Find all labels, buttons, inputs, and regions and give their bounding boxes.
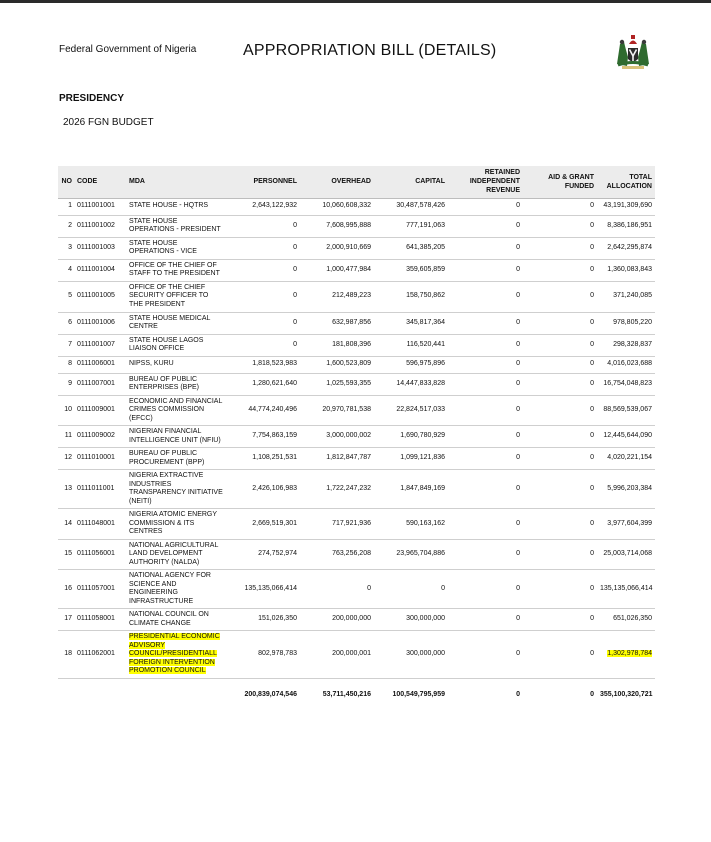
row-overhead: 212,489,223 — [332, 292, 371, 300]
row-aid: 0 — [590, 454, 594, 462]
row-mda: STATE HOUSE OPERATIONS - PRESIDENT — [129, 217, 221, 233]
row-mda: ECONOMIC AND FINANCIAL CRIMES COMMISSION (EFCC) — [129, 397, 223, 422]
total-personnel: 200,839,074,546 — [244, 691, 297, 699]
row-no: 14 — [64, 519, 72, 527]
row-personnel: 2,426,106,983 — [252, 484, 297, 492]
row-overhead: 10,060,608,332 — [322, 202, 371, 210]
row-retained: 0 — [516, 615, 520, 623]
table-row — [58, 356, 655, 373]
row-personnel: 0 — [293, 340, 297, 348]
row-aid: 0 — [590, 340, 594, 348]
row-no: 12 — [64, 454, 72, 462]
row-overhead: 3,000,000,002 — [326, 432, 371, 440]
row-code: 0111001006 — [77, 318, 115, 326]
row-code: 0111058001 — [77, 615, 115, 623]
table-row — [58, 609, 655, 631]
row-code: 0111048001 — [77, 519, 115, 527]
col-header-aid: AID & GRANT FUNDED — [523, 166, 597, 198]
row-no: 8 — [68, 360, 72, 368]
row-code: 0111001001 — [77, 202, 115, 210]
row-overhead: 1,722,247,232 — [326, 484, 371, 492]
row-no: 17 — [64, 615, 72, 623]
row-code: 0111006001 — [77, 360, 115, 368]
row-overhead: 763,256,208 — [332, 550, 371, 557]
row-code: 0111056001 — [77, 550, 115, 557]
row-retained: 0 — [516, 406, 520, 413]
table-header-row — [58, 166, 655, 198]
row-overhead: 200,000,001 — [332, 650, 371, 657]
row-no: 11 — [64, 432, 72, 440]
row-personnel: 135,135,066,414 — [244, 584, 297, 592]
row-personnel: 0 — [293, 221, 297, 229]
row-retained: 0 — [516, 550, 520, 557]
row-overhead: 1,025,593,355 — [326, 379, 371, 387]
row-capital: 300,000,000 — [406, 615, 445, 623]
row-capital: 30,487,578,426 — [396, 202, 445, 210]
row-retained: 0 — [516, 318, 520, 326]
col-header-overhead: OVERHEAD — [300, 166, 374, 198]
row-capital: 22,824,517,033 — [396, 406, 445, 413]
row-overhead: 0 — [367, 584, 371, 592]
row-code: 0111001004 — [77, 265, 115, 273]
row-personnel: 7,754,863,159 — [252, 432, 297, 440]
row-retained: 0 — [516, 292, 520, 300]
row-code: 0111007001 — [77, 379, 115, 387]
row-personnel: 0 — [293, 265, 297, 273]
total-retained: 0 — [516, 691, 520, 699]
row-mda: NATIONAL COUNCIL ON CLIMATE CHANGE — [129, 611, 209, 627]
row-aid: 0 — [590, 406, 594, 413]
row-personnel: 44,774,240,496 — [248, 406, 297, 413]
row-aid: 0 — [590, 519, 594, 527]
row-mda: PRESIDENTIAL ECONOMIC ADVISORY COUNCIL/PRESIDENTIALL FOREIGN INTERVENTION PROMOTION COUNCIL — [129, 633, 220, 674]
col-header-retained: RETAINED INDEPENDENT REVENUE — [448, 166, 523, 198]
row-no: 15 — [64, 550, 72, 557]
table-row — [58, 259, 655, 281]
row-total: 8,386,186,951 — [607, 221, 652, 229]
section-title: PRESIDENCY — [59, 93, 125, 104]
org-name: Federal Government of Nigeria — [59, 44, 197, 55]
row-capital: 590,163,162 — [406, 519, 445, 527]
row-aid: 0 — [590, 432, 594, 440]
row-mda: STATE HOUSE MEDICAL CENTRE — [129, 314, 211, 330]
row-code: 0111001007 — [77, 340, 115, 348]
row-code: 0111011001 — [77, 484, 115, 492]
row-aid: 0 — [590, 265, 594, 273]
row-mda: STATE HOUSE - HQTRS — [129, 202, 209, 210]
row-total: 25,003,714,068 — [603, 550, 652, 557]
row-capital: 359,605,859 — [406, 265, 445, 273]
row-code: 0111009002 — [77, 432, 115, 440]
table-row — [58, 631, 655, 679]
row-retained: 0 — [516, 265, 520, 273]
table-row — [58, 281, 655, 312]
col-header-total: TOTAL ALLOCATION — [597, 166, 655, 198]
row-capital: 1,847,849,169 — [400, 484, 445, 492]
row-personnel: 1,818,523,983 — [252, 360, 297, 368]
row-overhead: 20,970,781,538 — [322, 406, 371, 413]
row-total: 88,569,539,067 — [603, 406, 652, 413]
row-retained: 0 — [516, 432, 520, 440]
table-row — [58, 570, 655, 609]
row-total: 2,642,295,874 — [607, 243, 652, 251]
row-total: 371,240,085 — [613, 292, 652, 300]
row-aid: 0 — [590, 360, 594, 368]
row-capital: 0 — [441, 584, 445, 592]
row-no: 7 — [68, 340, 72, 348]
table-row — [58, 539, 655, 570]
row-mda: NIGERIAN FINANCIAL INTELLIGENCE UNIT (NFIU) — [129, 428, 221, 444]
row-aid: 0 — [590, 650, 594, 657]
row-retained: 0 — [516, 584, 520, 592]
budget-subtitle: 2026 FGN BUDGET — [63, 117, 154, 128]
row-total: 4,020,221,154 — [607, 454, 652, 462]
col-header-personnel: PERSONNEL — [226, 166, 300, 198]
row-capital: 345,817,364 — [406, 318, 445, 326]
row-total: 3,977,604,399 — [607, 519, 652, 527]
row-overhead: 717,921,936 — [332, 519, 371, 527]
row-total: 978,805,220 — [613, 318, 652, 326]
row-total: 1,360,083,843 — [607, 265, 652, 273]
row-no: 9 — [68, 379, 72, 387]
row-retained: 0 — [516, 519, 520, 527]
table-row — [58, 448, 655, 470]
row-overhead: 1,600,523,809 — [326, 360, 371, 368]
row-personnel: 151,026,350 — [258, 615, 297, 623]
row-no: 18 — [64, 650, 72, 657]
row-total: 12,445,644,090 — [603, 432, 652, 440]
col-header-no: NO — [58, 166, 74, 198]
table-row — [58, 198, 655, 215]
total-overhead: 53,711,450,216 — [322, 691, 371, 699]
row-overhead: 181,808,396 — [332, 340, 371, 348]
table-row — [58, 237, 655, 259]
row-mda: NIGERIA EXTRACTIVE INDUSTRIES TRANSPARENCY INITIATIVE (NEITI) — [129, 472, 223, 505]
table-row — [58, 312, 655, 334]
table-row — [58, 426, 655, 448]
row-code: 0111009001 — [77, 406, 115, 413]
row-aid: 0 — [590, 292, 594, 300]
row-no: 1 — [68, 202, 72, 210]
row-mda: BUREAU OF PUBLIC ENTERPRISES (BPE) — [129, 375, 200, 391]
coat-of-arms-icon — [612, 31, 654, 71]
row-aid: 0 — [590, 202, 594, 210]
row-personnel: 802,978,783 — [258, 650, 297, 657]
row-overhead: 2,000,910,669 — [326, 243, 371, 251]
row-personnel: 1,280,621,640 — [252, 379, 297, 387]
row-no: 16 — [64, 584, 72, 592]
row-capital: 641,385,205 — [406, 243, 445, 251]
row-code: 0111001005 — [77, 292, 115, 300]
row-overhead: 1,000,477,984 — [326, 265, 371, 273]
row-code: 0111010001 — [77, 454, 115, 462]
row-mda: NIGERIA ATOMIC ENERGY COMMISSION & ITS CENTRES — [129, 511, 217, 535]
row-capital: 1,690,780,929 — [400, 432, 445, 440]
row-retained: 0 — [516, 360, 520, 368]
row-personnel: 0 — [293, 243, 297, 251]
appropriation-table — [58, 166, 655, 713]
row-no: 4 — [68, 265, 72, 273]
row-aid: 0 — [590, 318, 594, 326]
row-retained: 0 — [516, 650, 520, 657]
row-total: 135,135,066,414 — [600, 584, 653, 592]
table-row — [58, 215, 655, 237]
row-overhead: 200,000,000 — [332, 615, 371, 623]
row-aid: 0 — [590, 615, 594, 623]
row-overhead: 632,987,856 — [332, 318, 371, 326]
row-no: 10 — [64, 406, 72, 413]
row-aid: 0 — [590, 221, 594, 229]
row-retained: 0 — [516, 340, 520, 348]
row-total: 5,996,203,384 — [607, 484, 652, 492]
row-mda: NATIONAL AGRICULTURAL LAND DEVELOPMENT AUTHORITY (NALDA) — [129, 541, 219, 566]
row-capital: 116,520,441 — [406, 340, 445, 348]
row-no: 5 — [68, 292, 72, 300]
col-header-mda: MDA — [126, 166, 226, 198]
row-personnel: 274,752,974 — [258, 550, 297, 557]
row-aid: 0 — [590, 379, 594, 387]
total-allocation: 355,100,320,721 — [600, 691, 653, 699]
row-total: 43,191,309,690 — [603, 202, 652, 210]
row-code: 0111057001 — [77, 584, 115, 592]
row-total: 651,026,350 — [613, 615, 652, 623]
col-header-capital: CAPITAL — [374, 166, 448, 198]
row-mda: BUREAU OF PUBLIC PROCUREMENT (BPP) — [129, 450, 205, 466]
col-header-code: CODE — [74, 166, 126, 198]
row-personnel: 2,643,122,932 — [252, 202, 297, 210]
row-capital: 300,000,000 — [406, 650, 445, 657]
row-mda: NIPSS, KURU — [129, 360, 174, 368]
row-mda: OFFICE OF THE CHIEF OF STAFF TO THE PRESIDENT — [129, 261, 220, 277]
row-personnel: 0 — [293, 292, 297, 300]
row-overhead: 1,812,847,787 — [326, 454, 371, 462]
row-mda: OFFICE OF THE CHIEF SECURITY OFFICER TO THE PRESIDENT — [129, 283, 209, 308]
row-no: 13 — [64, 484, 72, 492]
row-aid: 0 — [590, 243, 594, 251]
row-mda: STATE HOUSE OPERATIONS - VICE — [129, 239, 197, 255]
row-total: 298,328,837 — [613, 340, 652, 348]
row-retained: 0 — [516, 484, 520, 492]
row-retained: 0 — [516, 454, 520, 462]
row-code: 0111001003 — [77, 243, 115, 251]
row-code: 0111001002 — [77, 221, 115, 229]
row-capital: 596,975,896 — [406, 360, 445, 368]
row-mda: STATE HOUSE LAGOS LIAISON OFFICE — [129, 336, 204, 352]
row-capital: 777,191,063 — [406, 221, 445, 229]
row-personnel: 0 — [293, 318, 297, 326]
row-no: 3 — [68, 243, 72, 251]
row-capital: 23,965,704,886 — [396, 550, 445, 557]
row-code: 0111062001 — [77, 650, 115, 657]
row-aid: 0 — [590, 550, 594, 557]
row-retained: 0 — [516, 202, 520, 210]
row-total: 4,016,023,688 — [607, 360, 652, 368]
table-row — [58, 470, 655, 509]
row-personnel: 1,108,251,531 — [252, 454, 297, 462]
page-title: APPROPRIATION BILL (DETAILS) — [243, 42, 497, 59]
row-capital: 1,099,121,836 — [400, 454, 445, 462]
row-overhead: 7,608,995,888 — [326, 221, 371, 229]
row-no: 6 — [68, 318, 72, 326]
table-row — [58, 334, 655, 356]
row-total: 1,302,978,784 — [607, 650, 652, 657]
row-retained: 0 — [516, 379, 520, 387]
row-aid: 0 — [590, 584, 594, 592]
row-retained: 0 — [516, 243, 520, 251]
totals-row — [58, 678, 655, 713]
table-row — [58, 373, 655, 395]
row-retained: 0 — [516, 221, 520, 229]
row-no: 2 — [68, 221, 72, 229]
table-row — [58, 395, 655, 426]
row-capital: 158,750,862 — [406, 292, 445, 300]
row-total: 16,754,048,823 — [603, 379, 652, 387]
total-capital: 100,549,795,959 — [392, 691, 445, 699]
row-mda: NATIONAL AGENCY FOR SCIENCE AND ENGINEERING INFRASTRUCTURE — [129, 572, 211, 605]
table-row — [58, 509, 655, 540]
row-capital: 14,447,833,828 — [396, 379, 445, 387]
row-aid: 0 — [590, 484, 594, 492]
top-border — [0, 0, 711, 3]
row-personnel: 2,669,519,301 — [252, 519, 297, 527]
total-aid: 0 — [590, 691, 594, 699]
